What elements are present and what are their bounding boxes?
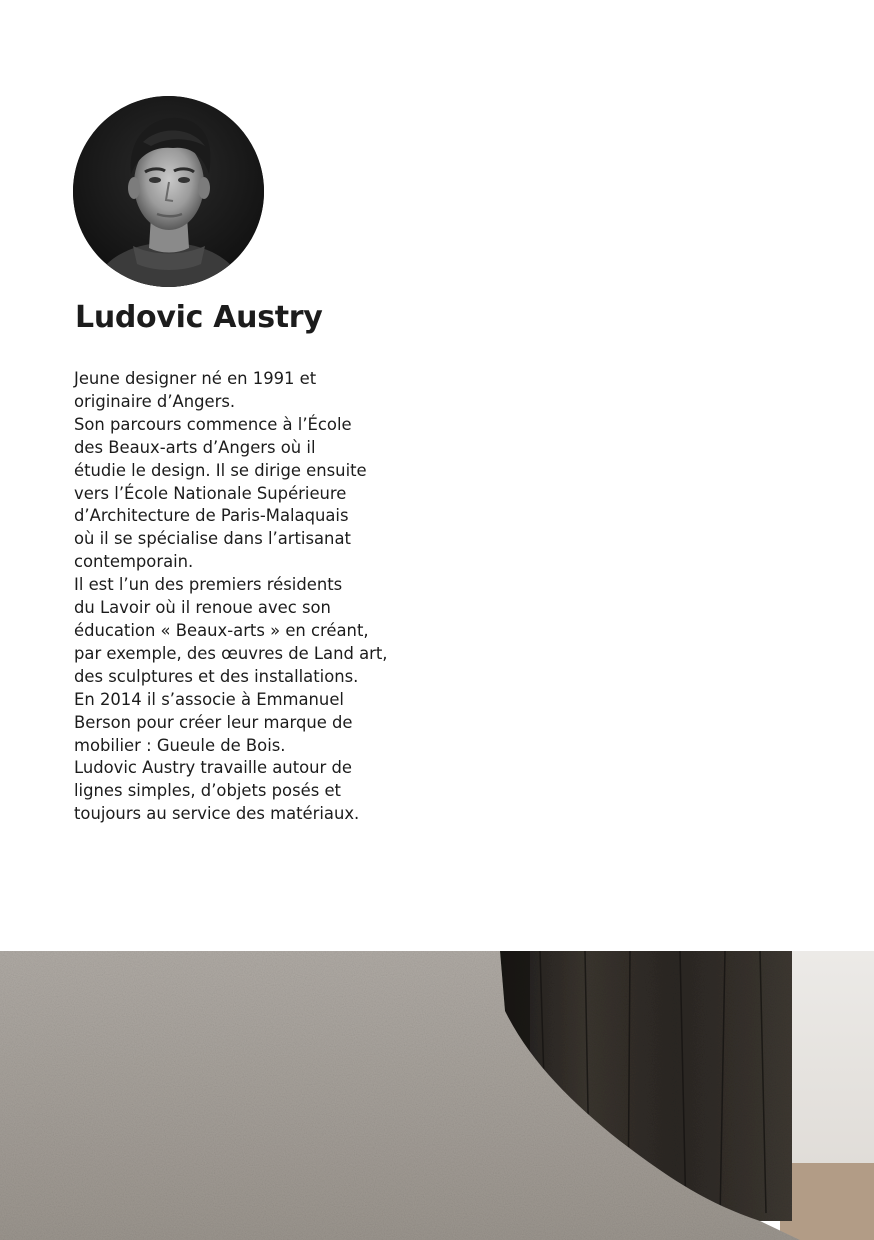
bio-line: des Beaux-arts d’Angers où il [74, 437, 316, 457]
bio-line: par exemple, des œuvres de Land art, [74, 643, 388, 663]
bio-line: des sculptures et des installations. [74, 666, 359, 686]
bio-line: d’Architecture de Paris-Malaquais [74, 506, 349, 526]
bio-line: lignes simples, d’objets posés et [74, 781, 341, 801]
bio-line: Son parcours commence à l’École [74, 414, 352, 434]
bio-line: Berson pour créer leur marque de [74, 712, 353, 732]
sand-and-charred-wood-photo [0, 951, 874, 1240]
biography-text [74, 368, 474, 826]
bio-line: Ludovic Austry travaille autour de [74, 758, 352, 778]
person-portrait-icon [73, 96, 264, 287]
bio-line: En 2014 il s’associe à Emmanuel [74, 689, 344, 709]
bio-line: mobilier : Gueule de Bois. [74, 735, 286, 755]
bio-line: éducation « Beaux-arts » en créant, [74, 620, 369, 640]
bio-line: vers l’École Nationale Supérieure [74, 483, 347, 503]
page-title: Ludovic Austry [75, 300, 323, 335]
bio-line: du Lavoir où il renoue avec son [74, 598, 331, 618]
bio-line: toujours au service des matériaux. [74, 804, 360, 824]
bio-line: contemporain. [74, 552, 194, 572]
bio-line: originaire d’Angers. [74, 391, 236, 411]
bio-line: étudie le design. Il se dirige ensuite [74, 460, 367, 480]
bio-line: Il est l’un des premiers résidents [74, 575, 343, 595]
bio-line: Jeune designer né en 1991 et [74, 369, 317, 388]
bio-line: où il se spécialise dans l’artisanat [74, 529, 351, 549]
portrait-photo [73, 96, 264, 287]
bottom-photo [0, 951, 874, 1240]
